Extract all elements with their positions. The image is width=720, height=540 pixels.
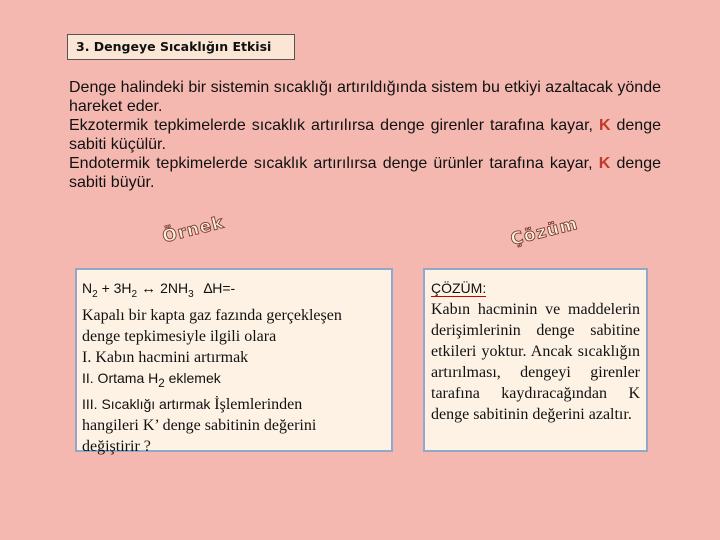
reaction-equation: $N_2 + 3H_2$ ↔ $2NH_3$ ∆H=- [82, 280, 236, 300]
endo-text-1: Endotermik tepkimelerde sıcaklık artırılırsa denge ürünler tarafına kayar, [69, 155, 599, 172]
exo-text-2: denge sabiti küçülür. [69, 117, 662, 153]
solution-card [423, 268, 648, 452]
example-line-1: Kapalı bir kapta gaz fazında gerçekleşen [82, 306, 342, 324]
exo-k-symbol: K [598, 117, 611, 134]
intro-endothermic [69, 154, 661, 192]
example-line-7: değiştirir ? [82, 437, 151, 455]
endo-k-symbol: K [598, 155, 611, 172]
example-line-2: denge tepkimesiyle ilgili olara [82, 327, 277, 345]
intro-text [69, 78, 661, 192]
example-line-6: hangileri K’ denge sabitinin değerini [82, 416, 317, 434]
intro-line-1: Denge halindeki bir sistemin sıcaklığı artırıldığında sistem bu etkiyi azaltacak yönde hareket eder. [69, 79, 661, 115]
intro-exothermic [69, 116, 661, 154]
example-line-4: II. Ortama $H_2$ eklemek [82, 369, 221, 390]
endo-text-2: denge sabiti büyür. [69, 155, 661, 191]
exo-text-1: Ekzotermik tepkimelerde sıcaklık artırılırsa denge girenler tarafına kayar, [69, 117, 599, 134]
example-card [75, 268, 393, 455]
example-line-5: III. Sıcaklığı artırmak İşlemlerinden [82, 395, 303, 413]
section-title: 3. Dengeye Sıcaklığın Etkisi [67, 34, 295, 60]
cozum-wordart: Çözüm [508, 213, 581, 251]
example-line-3: I. Kabın hacmini artırmak [82, 348, 249, 366]
solution-text: Kabın hacminin ve maddelerin derişimlerinin denge sabitine etkileri yoktur. Ancak sıcaklığın artırılması, dengeyi girenler tarafına kaydıracağından K denge sabitinin değerini azaltır. [431, 301, 640, 423]
equilibrium-arrow-icon: ↔ [141, 280, 157, 297]
solution-label: ÇÖZÜM: [431, 280, 487, 296]
ornek-wordart: Örnek [160, 212, 227, 248]
